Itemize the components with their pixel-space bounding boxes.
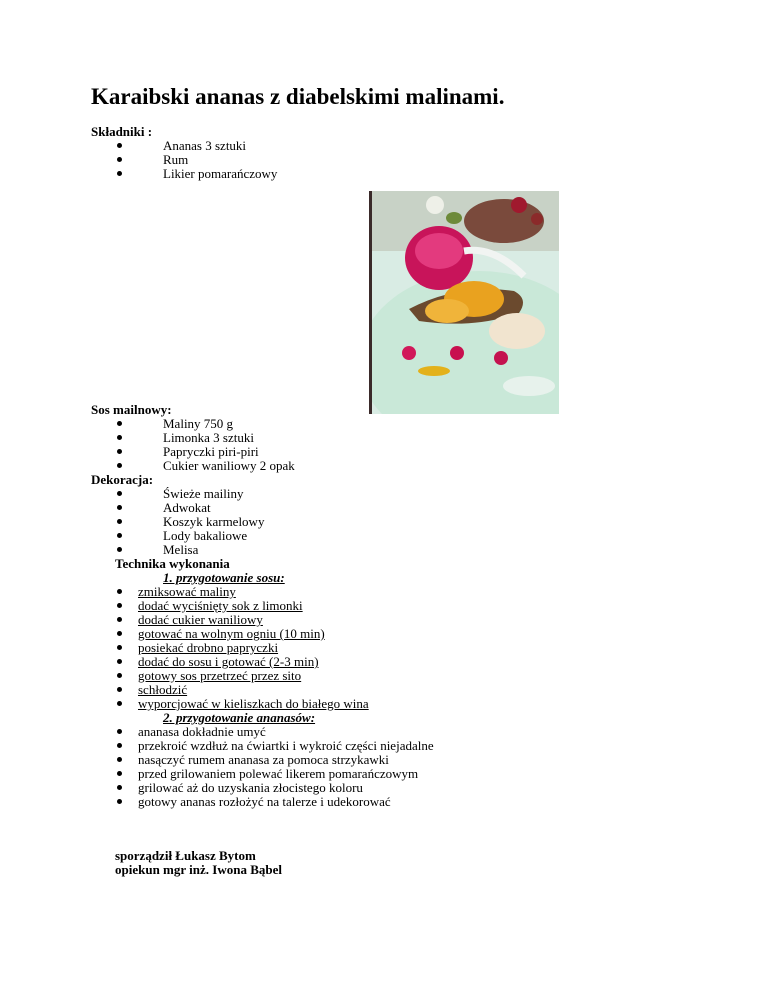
ingredients-list — [115, 139, 277, 181]
supervisor-line: opiekun mgr inż. Iwona Bąbel — [115, 862, 282, 877]
step-1-title: 1. przygotowanie sosu: — [163, 570, 285, 585]
list-item: gotować na wolnym ogniu (10 min) — [115, 627, 369, 641]
list-item: Maliny 750 g — [115, 417, 295, 431]
list-item: przed grilowaniem polewać likerem pomarańczowym — [115, 767, 434, 781]
sauce-steps-list — [115, 585, 369, 711]
list-item: Cukier waniliowy 2 opak — [115, 459, 295, 473]
list-item: Papryczki piri-piri — [115, 445, 295, 459]
sauce-heading: Sos mailnowy: — [91, 402, 172, 417]
recipe-title: Karaibski ananas z diabelskimi malinami. — [91, 84, 505, 109]
list-item: grilować aż do uzyskania złocistego koloru — [115, 781, 434, 795]
list-item: Melisa — [115, 543, 264, 557]
list-item: Rum — [115, 153, 277, 167]
list-item: Koszyk karmelowy — [115, 515, 264, 529]
list-item: przekroić wzdłuż na ćwiartki i wykroić części niejadalne — [115, 739, 434, 753]
pineapple-steps-list — [115, 725, 434, 809]
technique-heading: Technika wykonania — [115, 556, 230, 571]
list-item: Adwokat — [115, 501, 264, 515]
list-item: schłodzić — [115, 683, 369, 697]
sauce-list — [115, 417, 295, 473]
step-2-title: 2. przygotowanie ananasów: — [163, 710, 316, 725]
list-item: Limonka 3 sztuki — [115, 431, 295, 445]
list-item: zmiksować maliny — [115, 585, 369, 599]
list-item: ananasa dokładnie umyć — [115, 725, 434, 739]
decoration-list — [115, 487, 264, 557]
list-item: dodać do sosu i gotować (2-3 min) — [115, 655, 369, 669]
list-item: Likier pomarańczowy — [115, 167, 277, 181]
decoration-heading: Dekoracja: — [91, 472, 154, 487]
list-item: Świeże mailiny — [115, 487, 264, 501]
list-item: posiekać drobno papryczki — [115, 641, 369, 655]
list-item: nasączyć rumem ananasa za pomoca strzykawki — [115, 753, 434, 767]
list-item: gotowy ananas rozłożyć na talerze i udekorować — [115, 795, 434, 809]
list-item: dodać wyciśnięty sok z limonki — [115, 599, 369, 613]
list-item: gotowy sos przetrzeć przez sito — [115, 669, 369, 683]
ingredients-heading: Składniki : — [91, 124, 153, 139]
list-item: Ananas 3 sztuki — [115, 139, 277, 153]
list-item: dodać cukier waniliowy — [115, 613, 369, 627]
author-line: sporządził Łukasz Bytom — [115, 848, 256, 863]
list-item: Lody bakaliowe — [115, 529, 264, 543]
list-item: wyporcjować w kieliszkach do białego wina — [115, 697, 369, 711]
dish-photo — [369, 191, 559, 414]
